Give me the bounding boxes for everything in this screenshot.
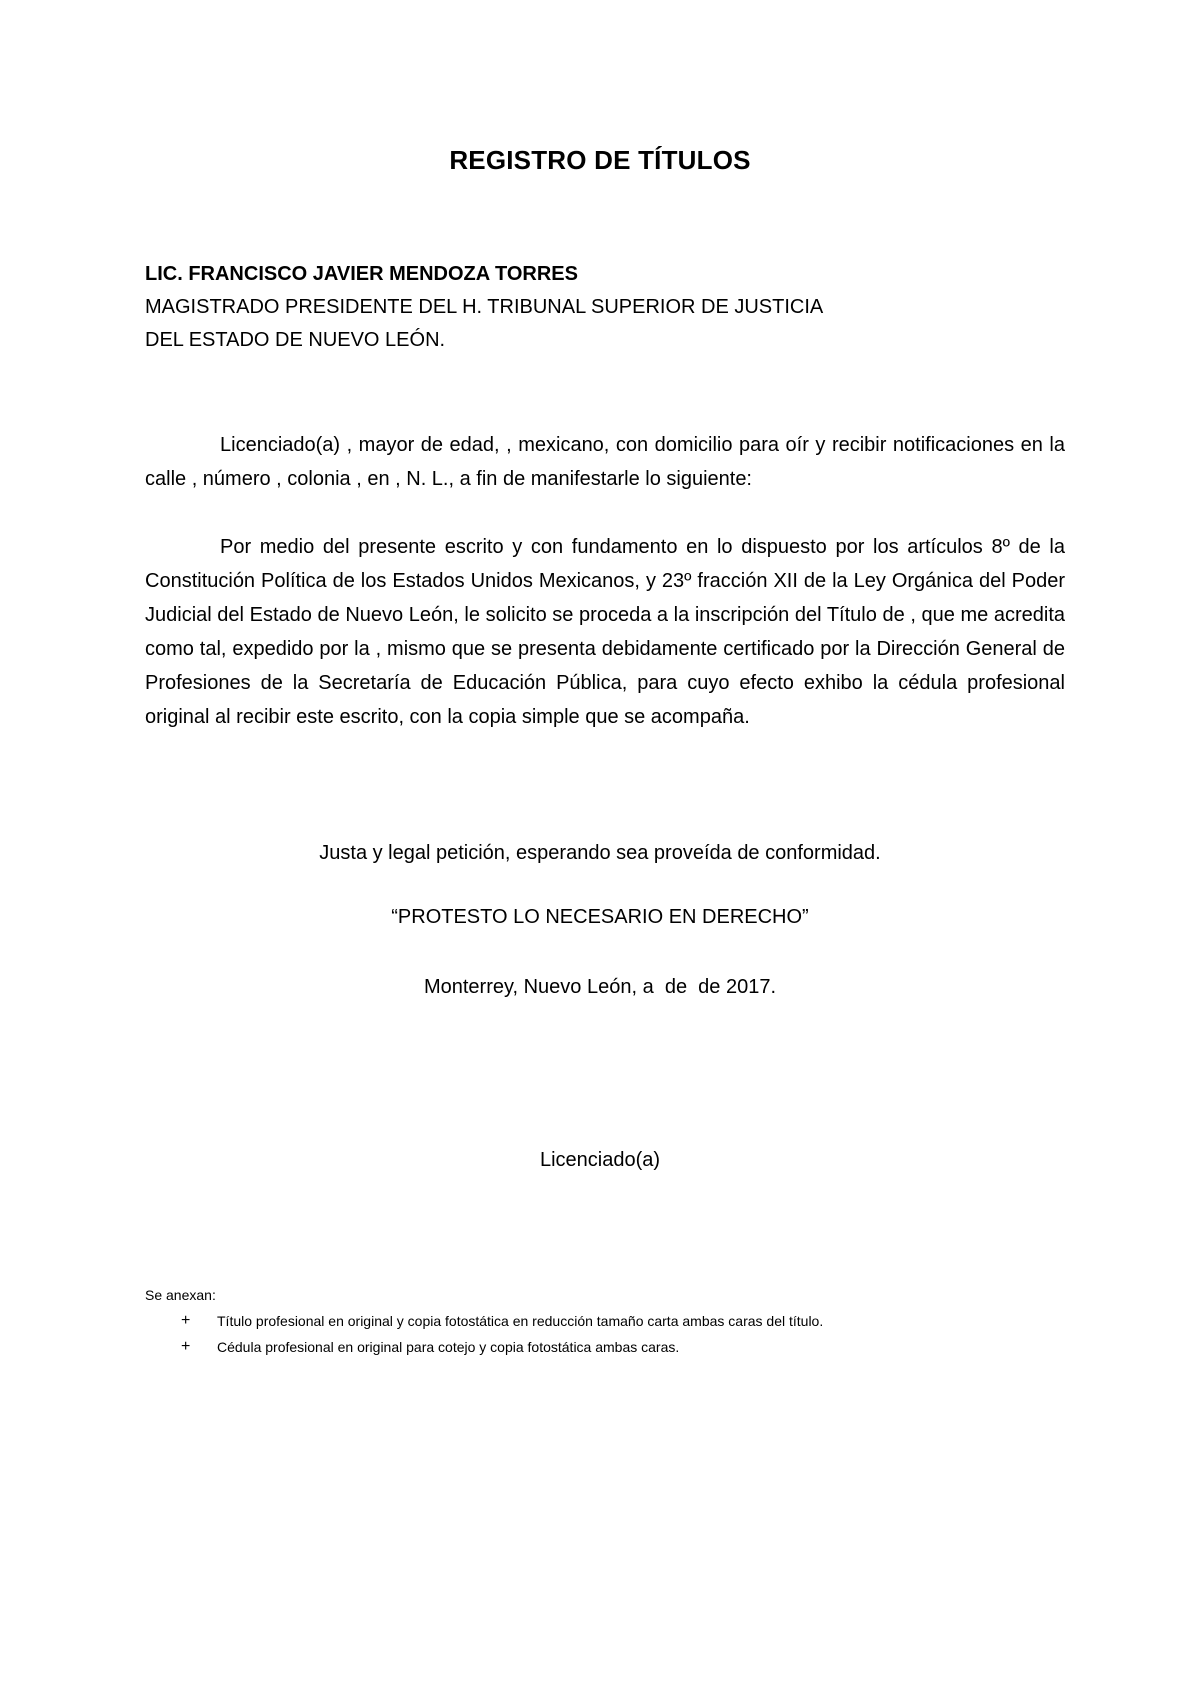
annex-heading: Se anexan: xyxy=(145,1287,216,1303)
intro-paragraph: Licenciado(a) , mayor de edad, , mexicano, con domicilio para oír y recibir notificaciones en la calle , número , colonia , en , N. L., a fin de manifestarle lo siguiente: xyxy=(145,434,1065,490)
addressee-block xyxy=(145,258,1065,357)
list-item xyxy=(145,1308,1065,1334)
signature-line: Licenciado(a) xyxy=(539,1149,661,1171)
addressee-name: LIC. FRANCISCO JAVIER MENDOZA TORRES xyxy=(145,263,578,285)
annex-list xyxy=(145,1308,1065,1360)
plus-icon: + xyxy=(181,1312,191,1329)
list-item xyxy=(145,1334,1065,1360)
plus-icon: + xyxy=(181,1338,191,1355)
addressee-position: MAGISTRADO PRESIDENTE DEL H. TRIBUNAL SUPERIOR DE JUSTICIA xyxy=(145,296,824,318)
document-title: REGISTRO DE TÍTULOS xyxy=(449,145,751,175)
closing-line: Justa y legal petición, esperando sea proveída de conformidad. xyxy=(319,842,881,864)
request-paragraph: Por medio del presente escrito y con fundamento en lo dispuesto por los artículos 8º de la Constitución Política de los Estados Unidos Mexicanos, y 23º fracción XII de la Ley Orgánica del Poder Judicial del Estado de Nuevo León, le solicito se proceda a la inscripción del Título de , que me acredita como tal, expedido por la , mismo que se presenta debidamente certificado por la Dirección General de Profesiones de la Secretaría de Educación Pública, para cuyo efecto exhibo la cédula profesional original al recibir este escrito, con la copia simple que se acompaña. xyxy=(145,536,1065,728)
annex-item-text: Cédula profesional en original para cotejo y copia fotostática ambas caras. xyxy=(217,1339,680,1355)
annex-block xyxy=(145,1282,1065,1360)
annex-item-text: Título profesional en original y copia fotostática en reducción tamaño carta ambas caras del título. xyxy=(217,1313,824,1329)
protesto-line: “PROTESTO LO NECESARIO EN DERECHO” xyxy=(391,906,809,928)
addressee-jurisdiction: DEL ESTADO DE NUEVO LEÓN. xyxy=(145,329,446,351)
place-date-line: Monterrey, Nuevo León, a de de 2017. xyxy=(423,976,777,998)
